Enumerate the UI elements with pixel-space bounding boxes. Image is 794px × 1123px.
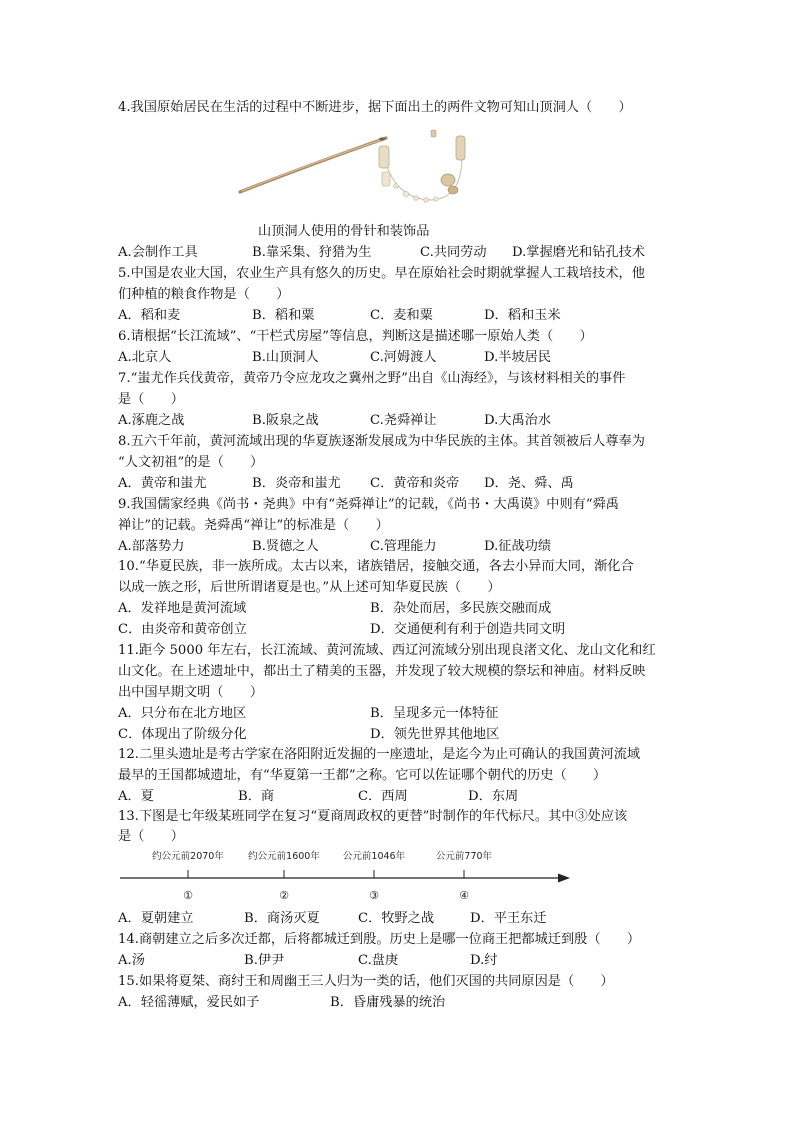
q4-option-d[interactable]: D.掌握磨光和钻孔技术 bbox=[512, 245, 645, 260]
q9-option-c[interactable]: C.管理能力 bbox=[370, 539, 437, 554]
question-10-stem-line-1: 10.“华夏民族，非一族所成。太古以来，诸族错居，接触交通，各去小异而大同，渐化合 bbox=[118, 559, 634, 574]
question-7-stem-line-2: 是（ ） bbox=[118, 392, 184, 407]
q11-option-c[interactable]: C．体现出了阶级分化 bbox=[118, 727, 247, 742]
q14-option-c[interactable]: C.盘庚 bbox=[358, 953, 399, 968]
q14-option-d[interactable]: D.纣 bbox=[470, 953, 498, 968]
q8-option-b[interactable]: B．炎帝和蚩尤 bbox=[252, 476, 341, 491]
question-13-stem-line-1: 13.下图是七年级某班同学在复习“夏商周政权的更替”时制作的年代标尺。其中③处应该 bbox=[118, 809, 628, 824]
question-4-stem: 4.我国原始居民在生活的过程中不断进步，据下面出土的两件文物可知山顶洞人（ ） bbox=[118, 100, 632, 115]
q15-option-a[interactable]: A．轻徭薄赋，爱民如子 bbox=[118, 995, 260, 1010]
q13-option-b[interactable]: B．商汤灭夏 bbox=[244, 911, 320, 926]
timeline-label-4: 公元前770年 bbox=[435, 851, 493, 862]
timeline-label-1: 约公元前2070年 bbox=[152, 851, 224, 862]
q10-option-d[interactable]: D．交通便利有利于创造共同文明 bbox=[370, 622, 566, 637]
bone-needle-icon bbox=[240, 137, 386, 192]
question-5-stem-line-2: 们种植的粮食作物是（ ） bbox=[118, 287, 290, 302]
artifact-caption: 山顶洞人使用的骨针和装饰品 bbox=[258, 224, 430, 239]
question-9-stem-line-2: 禅让”的记载。尧舜禹“禅让”的标准是（ ） bbox=[118, 518, 389, 533]
q7-option-d[interactable]: D.大禹治水 bbox=[484, 413, 552, 428]
q6-option-b[interactable]: B.山顶洞人 bbox=[252, 350, 319, 365]
question-7-stem-line-1: 7.“蚩尤作兵伐黄帝，黄帝乃令应龙攻之冀州之野”出自《山海经》，与该材料相关的事件 bbox=[118, 371, 626, 386]
timeline-tick-1 bbox=[152, 850, 224, 902]
q5-option-b[interactable]: B．稻和粟 bbox=[252, 308, 315, 323]
q12-option-b[interactable]: B．商 bbox=[238, 789, 275, 804]
q11-option-d[interactable]: D．领先世界其他地区 bbox=[370, 727, 500, 742]
timeline-tick-4 bbox=[436, 850, 493, 902]
q9-option-a[interactable]: A.部落势力 bbox=[118, 539, 185, 554]
q14-option-a[interactable]: A.汤 bbox=[118, 953, 145, 968]
q8-option-c[interactable]: C．黄帝和炎帝 bbox=[370, 476, 460, 491]
question-9-stem-line-1: 9.我国儒家经典《尚书・尧典》中有“尧舜禅让”的记载，《尚书・大禹谟》中则有“舜禹 bbox=[118, 497, 619, 512]
timeline-tick-2 bbox=[248, 850, 320, 902]
timeline-arrow-icon bbox=[558, 874, 570, 883]
timeline-mark-3: ③ bbox=[369, 889, 379, 902]
q5-option-d[interactable]: D．稻和玉米 bbox=[484, 308, 561, 323]
question-6-stem: 6.请根据“长江流域”、“干栏式房屋”等信息，判断这是描述哪一原始人类（ ） bbox=[118, 329, 593, 344]
q7-option-c[interactable]: C.尧舜禅让 bbox=[370, 413, 437, 428]
question-11-stem-line-1: 11.距今 5000 年左右，长江流域、黄河流域、西辽河流域分别出现良渚文化、龙山文化和红 bbox=[118, 643, 656, 658]
q12-option-c[interactable]: C．西周 bbox=[358, 789, 408, 804]
question-8-stem-line-1: 8.五六千年前，黄河流域出现的华夏族逐渐发展成为中华民族的主体。其首领被后人尊奉为 bbox=[118, 434, 645, 449]
q13-option-c[interactable]: C．牧野之战 bbox=[358, 911, 435, 926]
ornaments-necklace-icon bbox=[379, 130, 465, 202]
timeline-label-3: 公元前1046年 bbox=[342, 851, 406, 862]
question-14-stem: 14.商朝建立之后多次迁都，后将都城迁到殷。历史上是哪一位商王把都城迁到殷（ ） bbox=[118, 932, 641, 947]
question-11-stem-line-2: 山文化。在上述遗址中，都出土了精美的玉器，并发现了较大规模的祭坛和神庙。材料反映 bbox=[118, 664, 646, 679]
q10-option-a[interactable]: A．发祥地是黄河流域 bbox=[118, 601, 247, 616]
q8-option-d[interactable]: D．尧、舜、禹 bbox=[484, 476, 574, 491]
q5-option-a[interactable]: A．稻和麦 bbox=[118, 308, 181, 323]
q4-option-a[interactable]: A.会制作工具 bbox=[118, 245, 198, 260]
q5-option-c[interactable]: C．麦和粟 bbox=[370, 308, 433, 323]
q12-option-d[interactable]: D．东周 bbox=[468, 789, 519, 804]
timeline-label-2: 约公元前1600年 bbox=[248, 851, 320, 862]
question-8-stem-line-2: “人文初祖”的是（ ） bbox=[118, 455, 264, 470]
question-5-stem-line-1: 5.中国是农业大国，农业生产具有悠久的历史。早在原始社会时期就掌握人工栽培技术，他 bbox=[118, 266, 645, 281]
q6-option-d[interactable]: D.半坡居民 bbox=[484, 350, 552, 365]
question-11-stem-line-3: 出中国早期文明（ ） bbox=[118, 685, 264, 700]
q4-option-b[interactable]: B.靠采集、狩猎为生 bbox=[252, 245, 372, 260]
question-12-stem-line-1: 12.二里头遗址是考古学家在洛阳附近发掘的一座遗址，是迄今为止可确认的我国黄河流域 bbox=[118, 747, 641, 762]
q12-option-a[interactable]: A．夏 bbox=[118, 789, 154, 804]
question-12-stem-line-2: 最早的王国都城遗址，有“华夏第一王都”之称。它可以佐证哪个朝代的历史（ ） bbox=[118, 768, 607, 783]
q13-option-a[interactable]: A．夏朝建立 bbox=[118, 911, 194, 926]
timeline-tick-3 bbox=[343, 850, 406, 902]
q10-option-c[interactable]: C．由炎帝和黄帝创立 bbox=[118, 622, 247, 637]
dynasty-timeline bbox=[118, 846, 578, 906]
q9-option-b[interactable]: B.贤德之人 bbox=[252, 539, 319, 554]
q15-option-b[interactable]: B．昏庸残暴的统治 bbox=[330, 995, 446, 1010]
q7-option-a[interactable]: A.涿鹿之战 bbox=[118, 413, 185, 428]
q8-option-a[interactable]: A．黄帝和蚩尤 bbox=[118, 476, 207, 491]
q10-option-b[interactable]: B．杂处而居，多民族交融而成 bbox=[370, 601, 552, 616]
q13-option-d[interactable]: D．平王东迁 bbox=[470, 911, 547, 926]
q14-option-b[interactable]: B.伊尹 bbox=[244, 953, 285, 968]
question-10-stem-line-2: 以成一族之形，后世所谓诸夏是也。”从上述可知华夏民族（ ） bbox=[118, 580, 501, 595]
timeline-mark-1: ① bbox=[183, 889, 193, 902]
q6-option-a[interactable]: A.北京人 bbox=[118, 350, 172, 365]
timeline-mark-2: ② bbox=[279, 889, 289, 902]
bone-needle-and-ornaments-image bbox=[236, 128, 476, 218]
q11-option-a[interactable]: A．只分布在北方地区 bbox=[118, 706, 247, 721]
q7-option-b[interactable]: B.阪泉之战 bbox=[252, 413, 319, 428]
q9-option-d[interactable]: D.征战功绩 bbox=[484, 539, 552, 554]
timeline-mark-4: ④ bbox=[459, 889, 469, 902]
q6-option-c[interactable]: C.河姆渡人 bbox=[370, 350, 437, 365]
q4-option-c[interactable]: C.共同劳动 bbox=[420, 245, 487, 260]
q11-option-b[interactable]: B．呈现多元一体特征 bbox=[370, 706, 499, 721]
question-15-stem: 15.如果将夏桀、商纣王和周幽王三人归为一类的话，他们灭国的共同原因是（ ） bbox=[118, 974, 614, 989]
question-13-stem-line-2: 是（ ） bbox=[118, 829, 184, 844]
